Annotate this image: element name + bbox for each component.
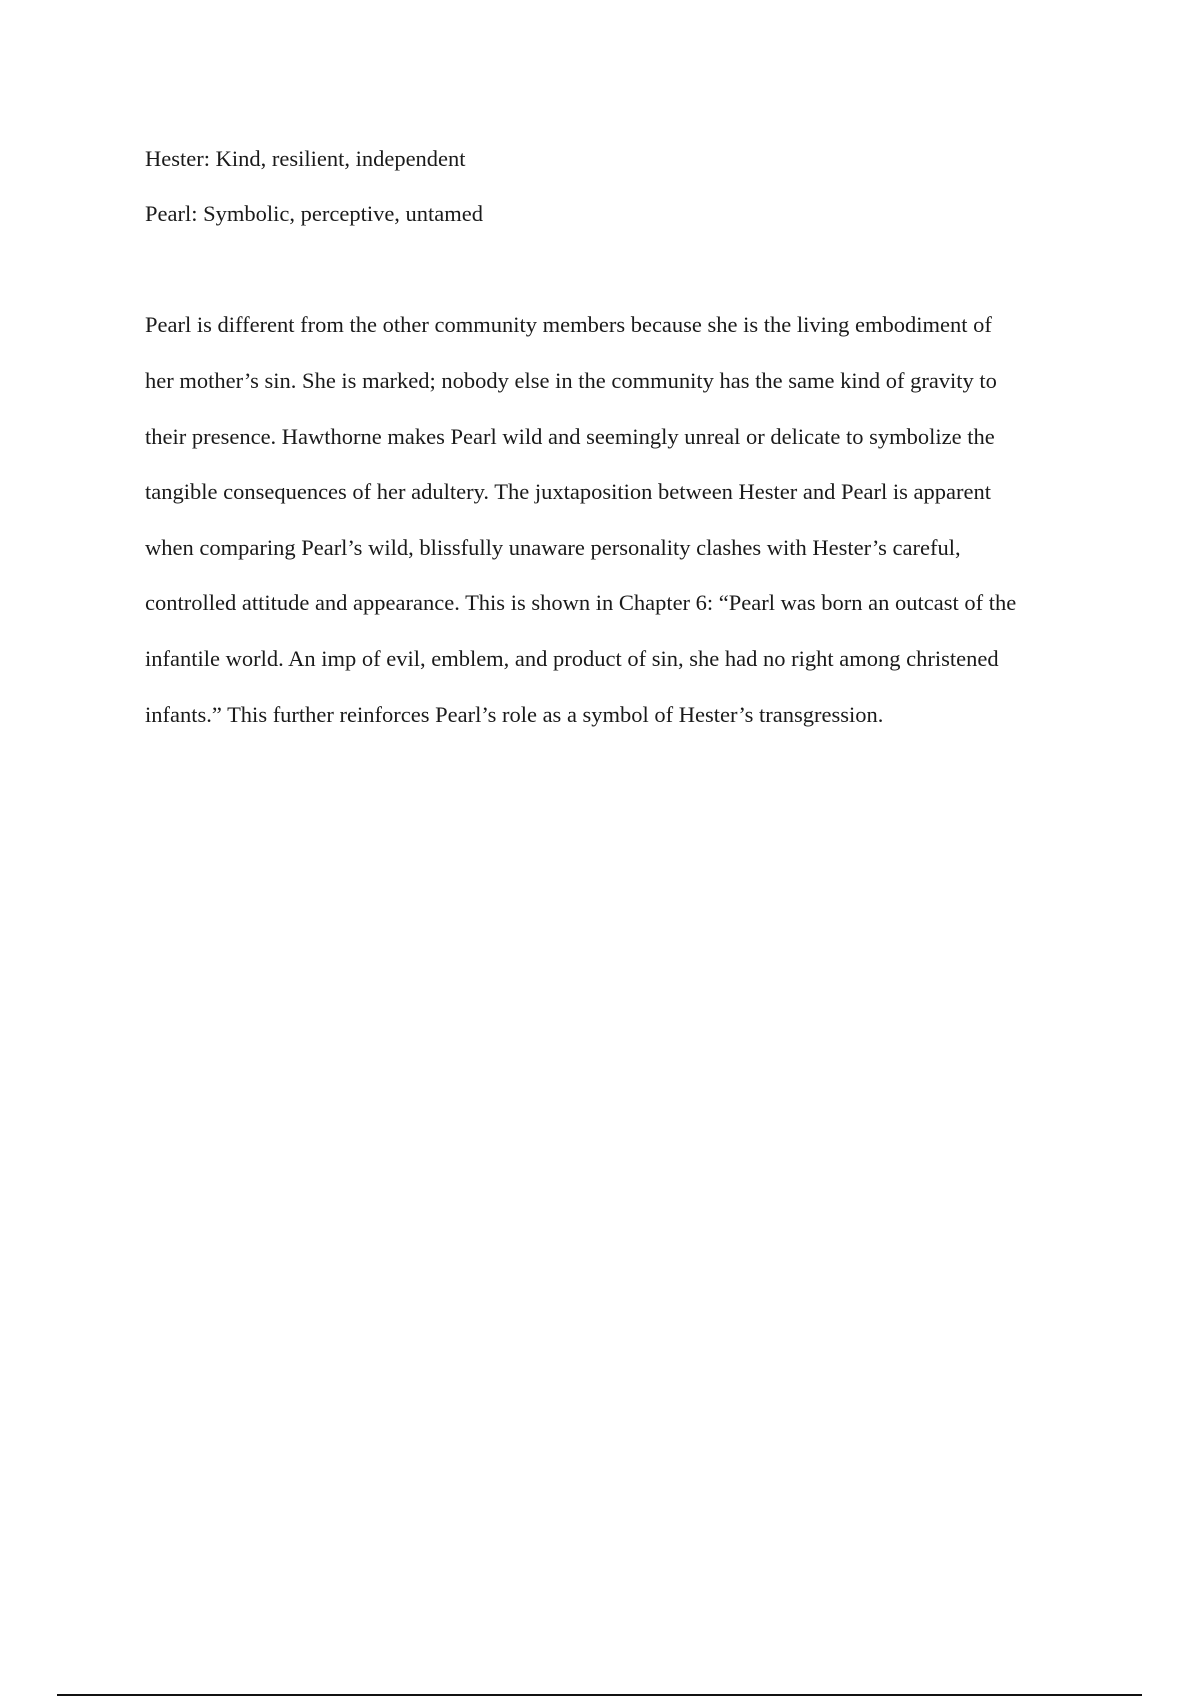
character-note-hester: Hester: Kind, resilient, independent — [145, 146, 466, 171]
paragraph-line: controlled attitude and appearance. This is shown in Chapter 6: “Pearl was born an outcast of the — [145, 590, 1017, 615]
page-bottom-divider — [57, 1694, 1142, 1696]
paragraph-line: infants.” This further reinforces Pearl’s role as a symbol of Hester’s transgression. — [145, 702, 884, 727]
paragraph-line: their presence. Hawthorne makes Pearl wild and seemingly unreal or delicate to symbolize the — [145, 424, 995, 449]
paragraph-line: tangible consequences of her adultery. The juxtaposition between Hester and Pearl is apparent — [145, 479, 991, 504]
paragraph-line: when comparing Pearl’s wild, blissfully unaware personality clashes with Hester’s careful, — [145, 535, 961, 560]
paragraph-line: infantile world. An imp of evil, emblem, and product of sin, she had no right among christened — [145, 646, 999, 671]
character-note-pearl: Pearl: Symbolic, perceptive, untamed — [145, 201, 484, 226]
paragraph-line: her mother’s sin. She is marked; nobody else in the community has the same kind of gravity to — [145, 368, 997, 393]
paragraph-line: Pearl is different from the other community members because she is the living embodiment of — [145, 312, 992, 337]
